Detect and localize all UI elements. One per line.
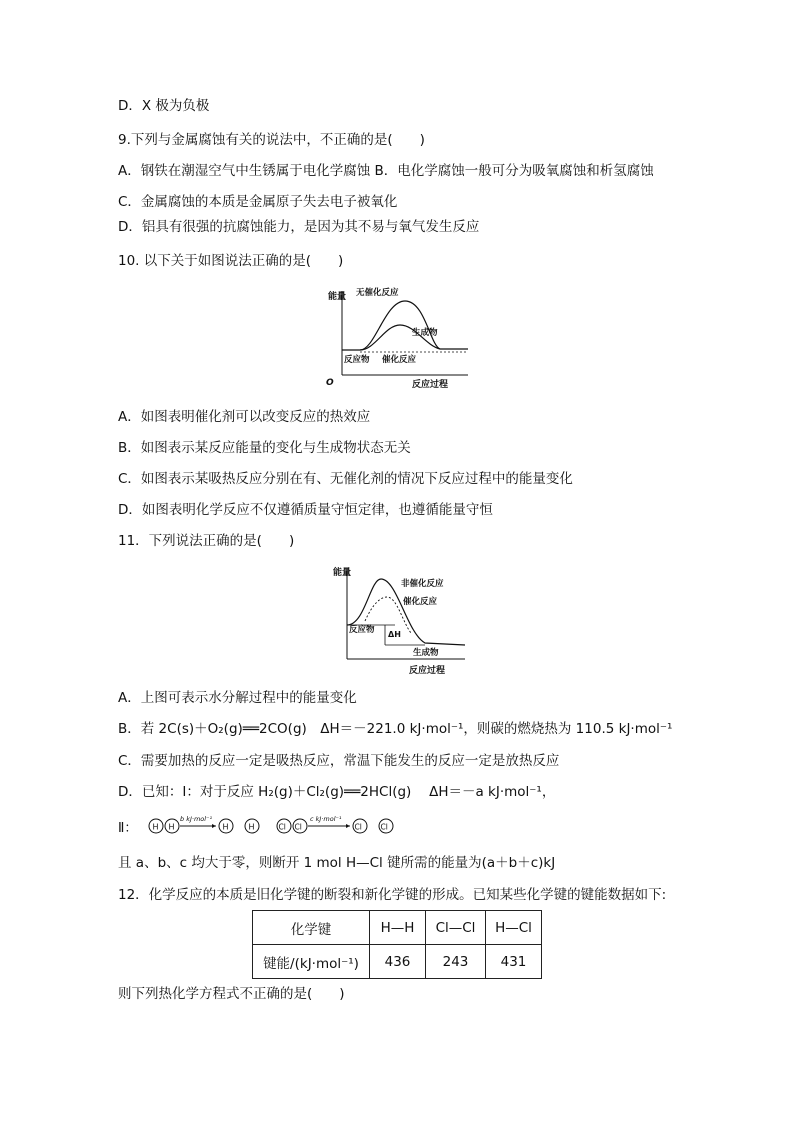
table-cell: 431 [486,945,542,979]
table-cell: 键能/(kJ·mol⁻¹) [253,945,370,979]
q11-option-a: A．上图可表示水分解过程中的能量变化 [118,690,357,706]
q11-products-label: 生成物 [413,648,439,658]
q10-option-c: C．如图表示某吸热反应分别在有、无催化剂的情况下反应过程中的能量变化 [118,471,573,487]
q11-scheme-h4: H [248,822,255,832]
q9-option-d: D．铝具有很强的抗腐蚀能力，是因为其不易与氧气发生反应 [118,219,480,235]
bond-energy-table [252,910,542,979]
table-cell: 436 [370,945,426,979]
q10-option-a: A．如图表明催化剂可以改变反应的热效应 [118,409,371,425]
table-cell: 243 [426,945,486,979]
q10-products-label: 生成物 [412,328,438,338]
q10-stem: 10. 以下关于如图说法正确的是( ) [118,253,344,269]
q10-curve-catalyzed: 催化反应 [382,355,417,365]
q11-scheme-h2: H [168,822,175,832]
q11-reactants-label: 反应物 [349,625,375,635]
q11-conclusion: 且 a、b、c 均大于零，则断开 1 mol H—Cl 键所需的能量为(a＋b＋c)kJ [118,855,556,871]
q8-option-d: D．X 极为负极 [118,98,210,114]
q11-scheme-label: Ⅱ： [118,821,138,836]
q10-origin: O [326,378,334,388]
q11-x-label: 反应过程 [409,666,446,676]
q12-tail: 则下列热化学方程式不正确的是( ) [118,986,345,1002]
q10-energy-diagram [320,283,470,393]
q10-y-label-1: 能量 [328,292,347,302]
q12-stem: 12．化学反应的本质是旧化学键的断裂和新化学键的形成。已知某些化学键的键能数据如下: [118,887,667,903]
q11-stem: 11．下列说法正确的是( ) [118,533,295,549]
q11-scheme-arrow-2: c kJ·mol⁻¹ [310,815,342,823]
q11-delta-h: ΔH [388,630,401,639]
table-header-row [253,911,542,945]
q11-energy-diagram [325,563,465,678]
q11-scheme-cl3: Cl [354,822,362,832]
q11-scheme-cl1: Cl [278,822,286,832]
q10-option-d: D．如图表明化学反应不仅遵循质量守恒定律，也遵循能量守恒 [118,502,493,518]
q11-scheme-cl2: Cl [294,822,302,832]
q10-curve-uncatalyzed: 无催化反应 [356,288,399,298]
q10-option-b: B．如图表示某反应能量的变化与生成物状态无关 [118,440,411,456]
q11-option-d: D．已知：Ⅰ：对于反应 H₂(g)＋Cl₂(g)══2HCl(g) ΔH＝－a kJ·mol⁻¹， [118,784,556,800]
table-row [253,945,542,979]
q11-bond-scheme [118,812,418,840]
q11-curve-uncatalyzed: 非催化反应 [401,579,444,589]
q10-reactants-label: 反应物 [344,355,370,365]
table-header-cell: H—Cl [486,911,542,945]
q9-option-c: C．金属腐蚀的本质是金属原子失去电子被氧化 [118,194,398,210]
q11-option-c: C．需要加热的反应一定是吸热反应，常温下能发生的反应一定是放热反应 [118,753,560,769]
q9-option-ab: A．钢铁在潮湿空气中生锈属于电化学腐蚀 B．电化学腐蚀一般可分为吸氧腐蚀和析氢腐蚀 [118,163,654,179]
q9-stem: 9.下列与金属腐蚀有关的说法中，不正确的是( ) [118,132,425,148]
q11-scheme-cl4: Cl [380,822,388,832]
q11-scheme-h3: H [222,822,229,832]
q11-y-label: 能量 [333,568,352,578]
q11-scheme-arrow-1: b kJ·mol⁻¹ [180,815,213,823]
q11-curve-catalyzed: 催化反应 [403,597,438,607]
table-header-cell: 化学键 [253,911,370,945]
table-header-cell: Cl—Cl [426,911,486,945]
q11-option-b: B．若 2C(s)＋O₂(g)══2CO(g) ΔH＝－221.0 kJ·mol⁻¹，则碳的燃烧热为 110.5 kJ·mol⁻¹ [118,721,673,737]
table-header-cell: H—H [370,911,426,945]
q11-scheme-h1: H [152,822,159,832]
q10-x-label: 反应过程 [412,380,449,390]
